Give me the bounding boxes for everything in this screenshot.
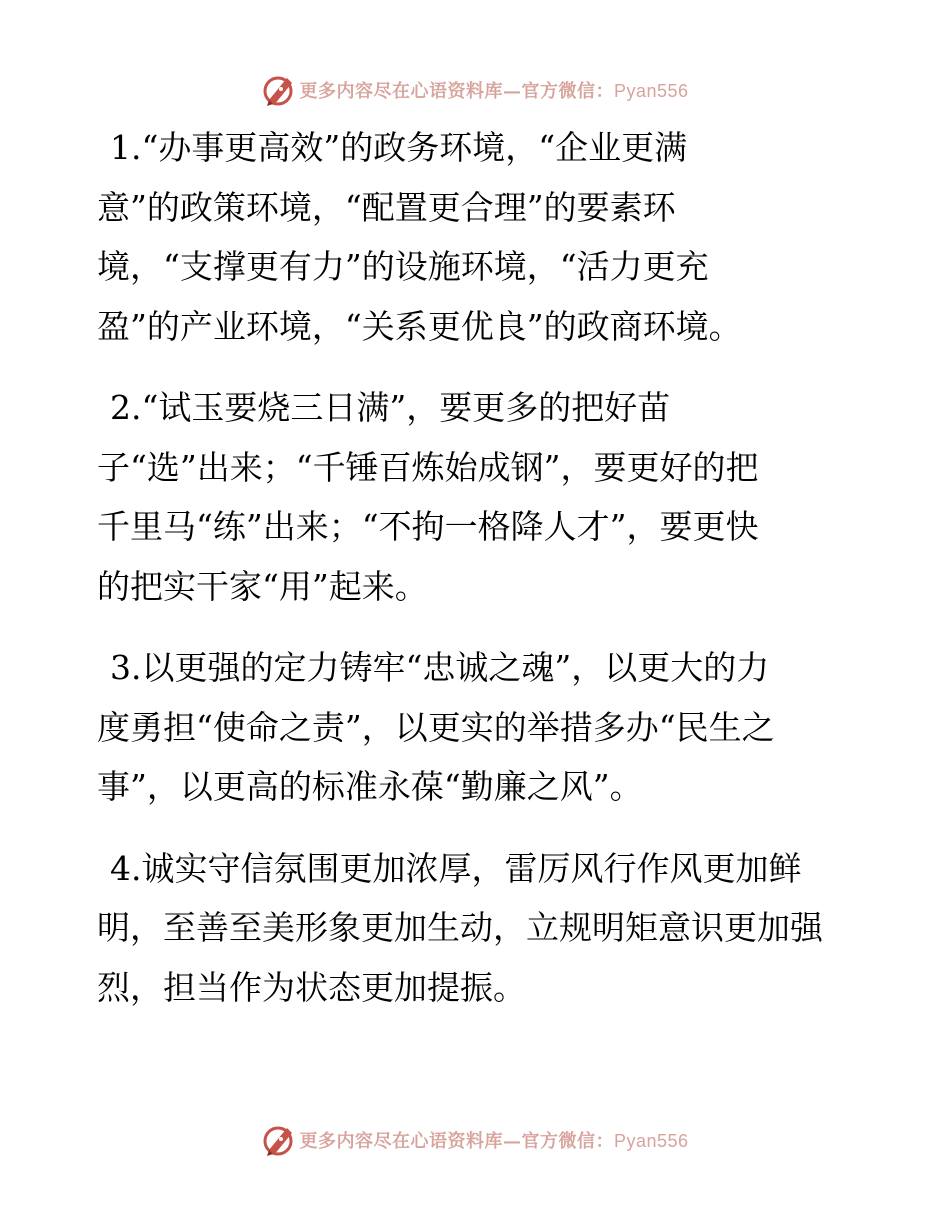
item-number: 4. xyxy=(110,848,142,888)
pen-logo-icon xyxy=(261,1122,297,1158)
header-watermark xyxy=(0,70,950,110)
watermark-text: 更多内容尽在心语资料库—官方微信：Pyan556 xyxy=(299,81,689,102)
numbered-item-3: 3.以更强的定力铸牢“忠诚之魂”，以更大的力 度勇担“使命之责”，以更实的举措多办“民生之 事”，以更高的标准永葆“勤廉之风”。 xyxy=(97,648,775,806)
numbered-item-2: 2.“试玉要烧三日满”，要更多的把好苗 子“选”出来；“千锤百炼始成钢”，要更好的把 千里马“练”出来；“不拘一格降人才”，要更快 的把实干家“用”起来。 xyxy=(97,388,759,606)
watermark-text: 更多内容尽在心语资料库—官方微信：Pyan556 xyxy=(299,1131,689,1152)
numbered-item-4: 4.诚实守信氛围更加浓厚，雷厉风行作风更加鲜 明，至善至美形象更加生动，立规明矩意识更加强 烈，担当作为状态更加提振。 xyxy=(97,848,823,1007)
item-number: 1. xyxy=(110,128,142,167)
item-number: 2. xyxy=(110,388,142,427)
footer-watermark xyxy=(0,1120,950,1160)
item-number: 3. xyxy=(110,648,142,687)
numbered-item-1: 1.“办事更高效”的政务环境，“企业更满 意”的政策环境，“配置更合理”的要素环 境，“支撑更有力”的设施环境，“活力更充 盈”的产业环境，“关系更优良”的政商环境。 xyxy=(97,128,742,346)
pen-logo-icon xyxy=(261,72,297,108)
document-body xyxy=(97,118,857,1017)
